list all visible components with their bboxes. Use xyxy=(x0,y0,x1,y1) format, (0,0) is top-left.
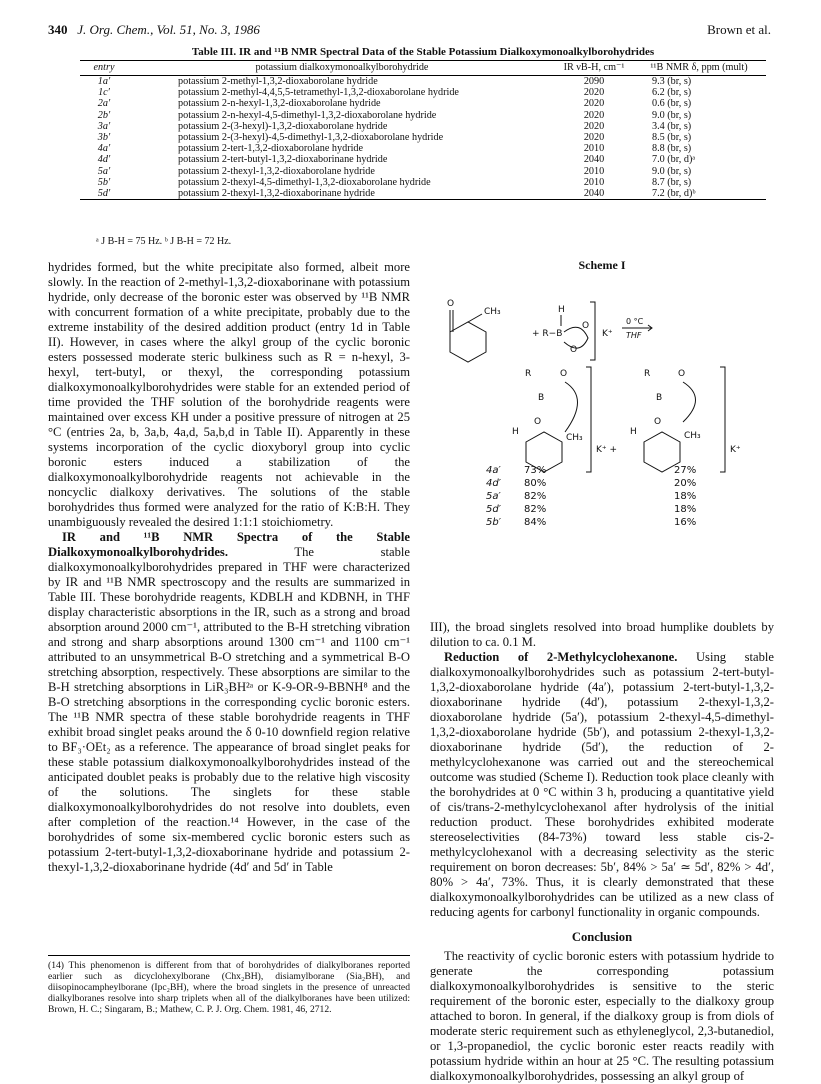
section-heading: IR and ¹¹B NMR Spectra of the Stable Dialkoxymonoalkylborohydrides. xyxy=(48,530,410,559)
entry-cell: 4d′ xyxy=(97,154,111,166)
nmr-cell: 9.0 (br, s) xyxy=(652,165,692,177)
yield-trans: 27% xyxy=(674,465,697,476)
page-header xyxy=(48,22,771,38)
nmr-cell: 3.4 (br, s) xyxy=(652,120,692,132)
name-cell: potassium 2-thexyl-1,3,2-dioxaborinane hydride xyxy=(128,188,556,200)
entry-cell: 3a′ xyxy=(97,120,111,132)
table-row xyxy=(80,166,766,177)
table-row xyxy=(80,154,766,165)
yield-entry: 4a′ xyxy=(486,465,501,476)
table-row xyxy=(80,87,766,98)
ir-cell: 2020 xyxy=(583,87,605,99)
yield-row xyxy=(486,477,726,490)
nmr-cell: 7.2 (br, d)ᵇ xyxy=(632,188,766,200)
svg-text:O: O xyxy=(560,369,568,379)
name-cell: potassium 2-thexyl-1,3,2-dioxaborolane hydride xyxy=(178,165,375,177)
reagent-label: + R−B xyxy=(532,329,563,339)
entry-cell: 1a′ xyxy=(97,76,111,87)
data-table xyxy=(80,60,766,200)
yield-cis: 84% xyxy=(524,517,547,528)
table-body xyxy=(80,76,766,200)
table-row xyxy=(80,188,766,200)
ir-cell: 2020 xyxy=(583,120,605,132)
ir-cell: 2010 xyxy=(583,143,605,155)
name-cell: potassium 2-n-hexyl-1,3,2-dioxaborolane hydride xyxy=(178,98,381,110)
name-cell: potassium 2-methyl-1,3,2-dioxaborolane hydride xyxy=(178,76,378,87)
page-number: 340 xyxy=(48,22,68,37)
name-cell: potassium 2-methyl-4,4,5,5-tetramethyl-1,3,2-dioxaborolane hydride xyxy=(178,87,459,99)
paragraph: III), the broad singlets resolved into broad humplike doublets by dilution to ca. 0.1 M. xyxy=(430,620,774,649)
yield-row xyxy=(486,516,726,529)
svg-text:O: O xyxy=(570,345,578,355)
name-cell: potassium 2-tert-1,3,2-dioxaborolane hydride xyxy=(178,143,364,155)
yield-entry: 5d′ xyxy=(486,504,501,515)
cyclohexanone-ring xyxy=(450,322,486,362)
yield-row xyxy=(486,464,726,477)
paragraph xyxy=(430,650,774,920)
name-cell: potassium 2-(3-hexyl)-1,3,2-dioxaborolane hydride xyxy=(178,120,388,132)
ir-cell: 2010 xyxy=(583,176,605,188)
ir-cell: 2040 xyxy=(583,154,605,166)
nmr-cell: 9.3 (br, s) xyxy=(652,76,692,87)
header-left xyxy=(48,22,260,38)
svg-text:O: O xyxy=(447,299,455,309)
right-column xyxy=(430,620,774,1084)
yield-row xyxy=(486,503,726,516)
ir-cell: 2090 xyxy=(583,76,605,87)
entry-cell: 1c′ xyxy=(98,87,110,99)
scheme-title: Scheme I xyxy=(578,258,626,272)
yield-trans: 18% xyxy=(674,491,697,502)
entry-cell: 4a′ xyxy=(97,143,111,155)
yield-entry: 4d′ xyxy=(486,478,501,489)
section-heading: Reduction of 2-Methylcyclohexanone. xyxy=(444,650,678,664)
svg-text:K⁺: K⁺ xyxy=(730,445,741,455)
entry-cell: 5b′ xyxy=(97,176,111,188)
svg-text:CH₃: CH₃ xyxy=(484,307,501,317)
table-row xyxy=(80,121,766,132)
nmr-cell: 8.8 (br, s) xyxy=(652,143,692,155)
svg-text:B: B xyxy=(538,393,545,403)
conclusion-heading: Conclusion xyxy=(571,930,633,944)
table-header-row xyxy=(80,61,766,76)
ir-cell: 2040 xyxy=(556,188,632,200)
svg-text:H: H xyxy=(512,427,519,437)
scheme-yields xyxy=(486,464,726,529)
table-footnote: ᵃ J B-H = 75 Hz. ᵇ J B-H = 72 Hz. xyxy=(96,236,232,247)
yield-trans: 16% xyxy=(674,517,697,528)
svg-text:CH₃: CH₃ xyxy=(566,433,583,443)
col-header-name: potassium dialkoxymonoalkylborohydride xyxy=(128,61,556,76)
nmr-cell: 9.0 (br, s) xyxy=(652,109,692,121)
table-row xyxy=(80,177,766,188)
svg-text:H: H xyxy=(630,427,637,437)
svg-text:B: B xyxy=(656,393,663,403)
table-row xyxy=(80,143,766,154)
svg-text:H: H xyxy=(558,305,565,315)
col-header-nmr: ¹¹B NMR δ, ppm (mult) xyxy=(632,61,766,76)
name-cell: potassium 2-thexyl-4,5-dimethyl-1,3,2-dioxaborolane hydride xyxy=(178,176,431,188)
entry-cell: 2a′ xyxy=(97,98,111,110)
table-row xyxy=(80,98,766,109)
table-row xyxy=(80,76,766,88)
header-authors: Brown et al. xyxy=(707,22,771,37)
yield-cis: 73% xyxy=(524,465,547,476)
yield-cis: 82% xyxy=(524,504,547,515)
svg-text:O: O xyxy=(534,417,542,427)
nmr-cell: 8.5 (br, s) xyxy=(652,132,692,144)
svg-text:O: O xyxy=(582,321,590,331)
footnote-reference: (14) This phenomenon is different from that of borohydrides of dialkylboranes reported earlier such as dicyclohexylborane (Chx₂BH), disiamylborane (Sia₂BH), and diisopinocampheylborane (Ipc₂BH), where the broad singlets in the presence of unreacted dialkylboranes resolve into sharp triplets when all of the dialkylboranes have been utilized: Brown, H. C.; Singaram, B.; Mathew, C. P. J. Org. Chem. 1981, 46, 2712. xyxy=(48,955,410,1015)
ir-cell: 2020 xyxy=(583,109,605,121)
svg-text:O: O xyxy=(654,417,662,427)
journal-citation: J. Org. Chem., Vol. 51, No. 3, 1986 xyxy=(77,22,260,37)
col-header-entry: entry xyxy=(80,61,128,76)
condition-bottom: THF xyxy=(626,331,642,340)
svg-text:R: R xyxy=(644,369,651,379)
paragraph-text: The stable dialkoxymonoalkylborohydrides prepared in THF were characterized by IR and ¹¹B NMR spectroscopy and the results are summarized in Table III. These borohydride reagents, KDBLH and KDBNH, in THF display characteristic absorptions in the IR, such as a strong and broad absorption around 2000 cm⁻¹, attributed to the B-H stretching vibration and strong and sharp absorptions around 1300 cm⁻¹ and 1100 cm⁻¹ attributed to an unsymmetrical B-O stretching and a symmetrical B-O stretching absorption, respectively. These absorptions are similar to the B-H stretching absorptions in LiR₃BH²ᵃ or K-9-OR-9-BBNH⁸ and the B-O stretching absorptions in the corresponding cyclic boronic esters. The ¹¹B NMR spectra of these stable borohydride reagents in THF exhibit broad singlet peaks around the δ 0-10 downfield region relative to BF₃·OEt₂ as a reference. The appearance of broad singlet peaks for these stable potassium dialkoxymonoalkylborohydrides instead of the anticipated doublet peaks is probably due to the relative high viscosity of the solutions. The singlets for these stable dialkoxymonoalkylborohydrides do not resolve into doublets, even after completion of the reaction.¹⁴ However, in the case of the borohydrides of some six-membered cyclic boronic esters such as potassium 2-tert-butyl-1,3,2-dioxaborinane hydride and potassium 2-thexyl-1,3,2-dioxaborinane hydride (4d′ and 5d′ in Table xyxy=(48,545,410,874)
col-header-ir: IR νB-H, cm⁻¹ xyxy=(556,61,632,76)
table-row xyxy=(80,110,766,121)
nmr-cell: 8.7 (br, s) xyxy=(652,176,692,188)
paragraph xyxy=(48,530,410,875)
yield-entry: 5b′ xyxy=(486,517,501,528)
nmr-cell: 7.0 (br, d)ᵃ xyxy=(652,154,696,166)
svg-text:O: O xyxy=(678,369,686,379)
yield-entry: 5a′ xyxy=(486,491,501,502)
condition-top: 0 °C xyxy=(626,317,644,326)
ir-cell: 2010 xyxy=(583,165,605,177)
yield-trans: 18% xyxy=(674,504,697,515)
nmr-cell: 6.2 (br, s) xyxy=(652,87,692,99)
name-cell: potassium 2-n-hexyl-4,5-dimethyl-1,3,2-dioxaborolane hydride xyxy=(178,109,437,121)
svg-text:R: R xyxy=(525,369,532,379)
entry-cell: 5a′ xyxy=(97,165,111,177)
yield-row xyxy=(486,490,726,503)
svg-text:K⁺ +: K⁺ + xyxy=(596,445,618,455)
table-row xyxy=(80,132,766,143)
paragraph: hydrides formed, but the white precipitate also formed, albeit more slowly. In the reaction of 2-methyl-1,3,2-dioxaborinane with potassium hydride, only decrease of the boronic ester was observed by ¹¹B NMR with concurrent formation of a white precipitate, probably due to the extreme instability of the desired addition product (entry 1d in Table II). However, in cases where the alkyl group of the cyclic boronic esters possessed moderate steric bulkiness such as R = n-hexyl, 3-hexyl, tert-butyl, or thexyl, the corresponding potassium dialkoxymonoalkylborohydrides were stable for an extended period of time provided the THF solution of the borohydride reagents were maintained over excess KH under a positive pressure of nitrogen at 25 °C (entries 2a, b, 3a,b, 4a,d, 5a,b,d in Table II). Apparently in these systems incorporation of the cyclic dioxyboryl group into cyclic boronic esters induced a stabilization of the dialkoxymonoalkylborohydride reagents not achievable in the noncyclic dialkoxy derivatives. The solutions of the stable borohydrides thus formed were analyzed for the ratio of K:B:H. They unambiguously revealed the desired 1:1:1 stoichiometry. xyxy=(48,260,410,529)
ir-cell: 2020 xyxy=(583,132,605,144)
svg-text:K⁺: K⁺ xyxy=(602,329,613,339)
yield-cis: 80% xyxy=(524,478,547,489)
entry-cell: 3b′ xyxy=(97,132,111,144)
left-column xyxy=(48,260,410,875)
paragraph: The reactivity of cyclic boronic esters with potassium hydride to generate the corresponding potassium dialkoxymonoalkylborohydrides is sensitive to the steric requirement of the boronic ester, especially to the dialkoxy group attached to boron. In general, if the dialkoxy group is from diols of moderate steric requirement such as ethyleneglycol, 2,3-butanediol, or 1,3-propanediol, the cyclic boronic ester reacts readily with potassium hydride within an hour at 25 °C. The resulting potassium dialkoxymonoalkylborohydrides, possessing an alkyl group of xyxy=(430,949,774,1083)
nmr-cell: 0.6 (br, s) xyxy=(652,98,692,110)
svg-text:CH₃: CH₃ xyxy=(684,431,701,441)
table-caption: Table III. IR and ¹¹B NMR Spectral Data of the Stable Potassium Dialkoxymonoalkylborohydrides xyxy=(191,46,655,58)
scheme-structures xyxy=(430,272,774,482)
name-cell: potassium 2-(3-hexyl)-4,5-dimethyl-1,3,2-dioxaborolane hydride xyxy=(178,132,444,144)
paragraph-text: Using stable dialkoxymonoalkylborohydrides such as potassium 2-tert-butyl-1,3,2-dioxaborolane hydride (4a′), potassium 2-tert-butyl-1,3,2-dioxaborinane hydride (4d′), potassium 2-thexyl-1,3,2-dioxaborolane hydride (5a′), potassium 2-thexyl-4,5-dimethyl-1,3,2-dioxaborolane hydride (5b′), and potassium 2-thexyl-1,3,2-dioxaborinane hydride (5d′), the reduction of 2-methylcyclohexanone was carried out and the stereochemical outcome was studied (Scheme I). Reduction took place cleanly with the borohydrides at 0 °C within 3 h, producing a quantitative yield of cis/trans-2-methylcyclohexanol after hydrolysis of the initial reduction product. These borohydrides exhibited moderate stereoselectivities (84-73%) toward less stable cis-2-methylcyclohexanol with a decreasing selectivity as the steric requirement on boron decreases: 5b′, 84% > 5a′ ≃ 5d′, 82% > 4d′, 80% > 4a′, 73%. Thus, it is clearly demonstrated that these dialkoxymonoalkylborohydrides can be utilized as a new class of reducing agents for carbonyl functionality in organic compounds. xyxy=(430,650,774,919)
entry-cell: 5d′ xyxy=(80,188,128,200)
ir-cell: 2020 xyxy=(583,98,605,110)
table-iii xyxy=(80,46,766,200)
name-cell: potassium 2-tert-butyl-1,3,2-dioxaborinane hydride xyxy=(178,154,388,166)
yield-trans: 20% xyxy=(674,478,697,489)
yield-cis: 82% xyxy=(524,491,547,502)
entry-cell: 2b′ xyxy=(97,109,111,121)
